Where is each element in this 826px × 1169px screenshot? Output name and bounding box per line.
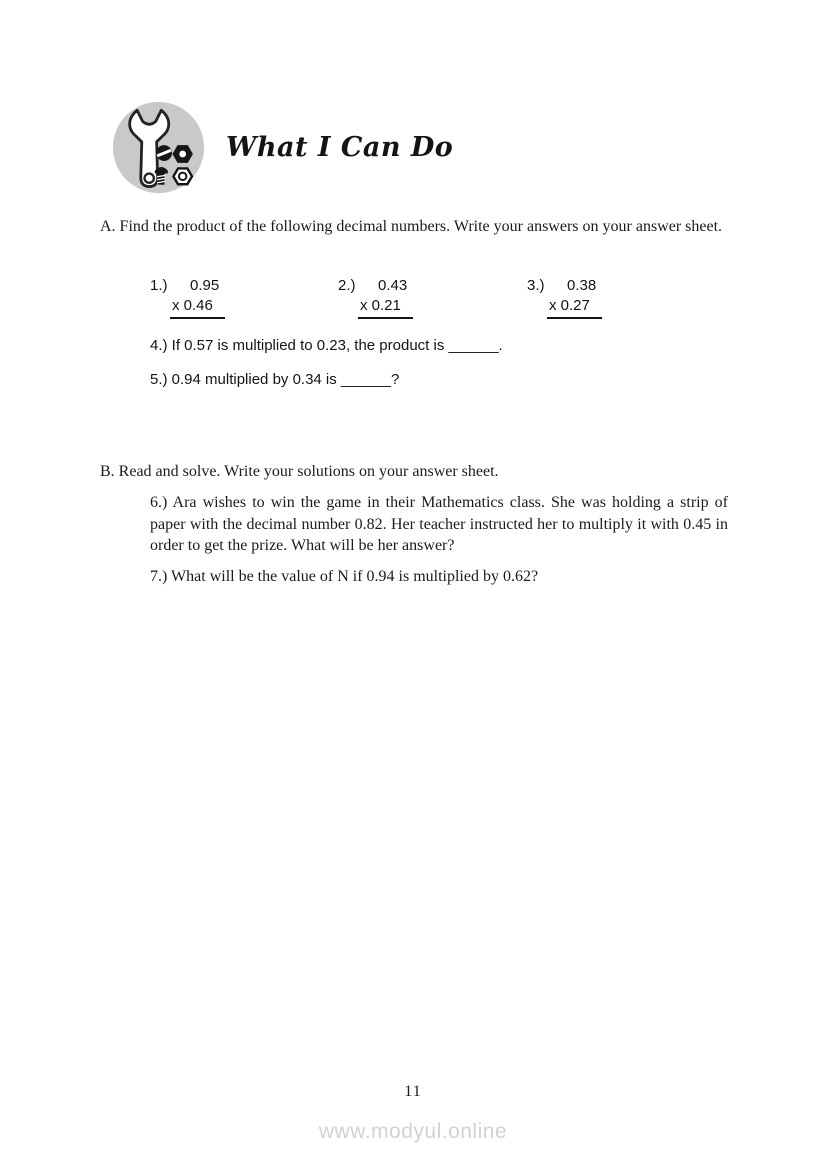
tools-icon-svg — [112, 101, 205, 194]
wrench-handle-hole — [145, 174, 154, 183]
problem-4-text: 4.) If 0.57 is multiplied to 0.23, the product is ______. — [150, 337, 503, 354]
problem-3-bottom-operand: x 0.27 — [547, 297, 602, 319]
white-hex-nut-icon — [173, 168, 192, 184]
watermark-text: www.modyul.online — [318, 1120, 508, 1143]
problem-2-top-operand: 0.43 — [378, 277, 408, 294]
problem-1-number: 1.) — [150, 277, 168, 294]
problem-6-text: 6.) Ara wishes to win the game in their Mathematics class. She was holding a strip of paper with the decimal number 0.82. Her teacher instructed her to multiply it with 0.45 in order to get the prize. What will be her answer? — [150, 494, 728, 554]
problem-5-text: 5.) 0.94 multiplied by 0.34 is ______? — [150, 371, 400, 388]
problem-2-bottom-operand: x 0.21 — [358, 297, 413, 319]
wrench-and-nuts-icon — [112, 101, 205, 194]
section-b-instructions: B. Read and solve. Write your solutions on your answer sheet. — [100, 463, 499, 480]
problem-7-text: 7.) What will be the value of N if 0.94 is multiplied by 0.62? — [150, 568, 539, 585]
multiplication-problem-2 — [338, 277, 413, 319]
slotted-screw-icon — [156, 145, 172, 161]
problem-3-number: 3.) — [527, 277, 545, 294]
problem-1-bottom-operand: x 0.46 — [170, 297, 225, 319]
page-number: 11 — [404, 1083, 422, 1100]
problem-1-top-row — [150, 277, 225, 295]
problem-1-top-operand: 0.95 — [190, 277, 220, 294]
multiplication-problem-1 — [150, 277, 225, 319]
section-a-instructions: A. Find the product of the following decimal numbers. Write your answers on your answer sheet. — [100, 218, 723, 235]
page-title: What I Can Do — [226, 132, 454, 163]
problem-2-top-row — [338, 277, 413, 295]
multiplication-problem-3 — [527, 277, 602, 319]
problem-3-top-row — [527, 277, 602, 295]
problem-2-number: 2.) — [338, 277, 356, 294]
problem-3-top-operand: 0.38 — [567, 277, 597, 294]
